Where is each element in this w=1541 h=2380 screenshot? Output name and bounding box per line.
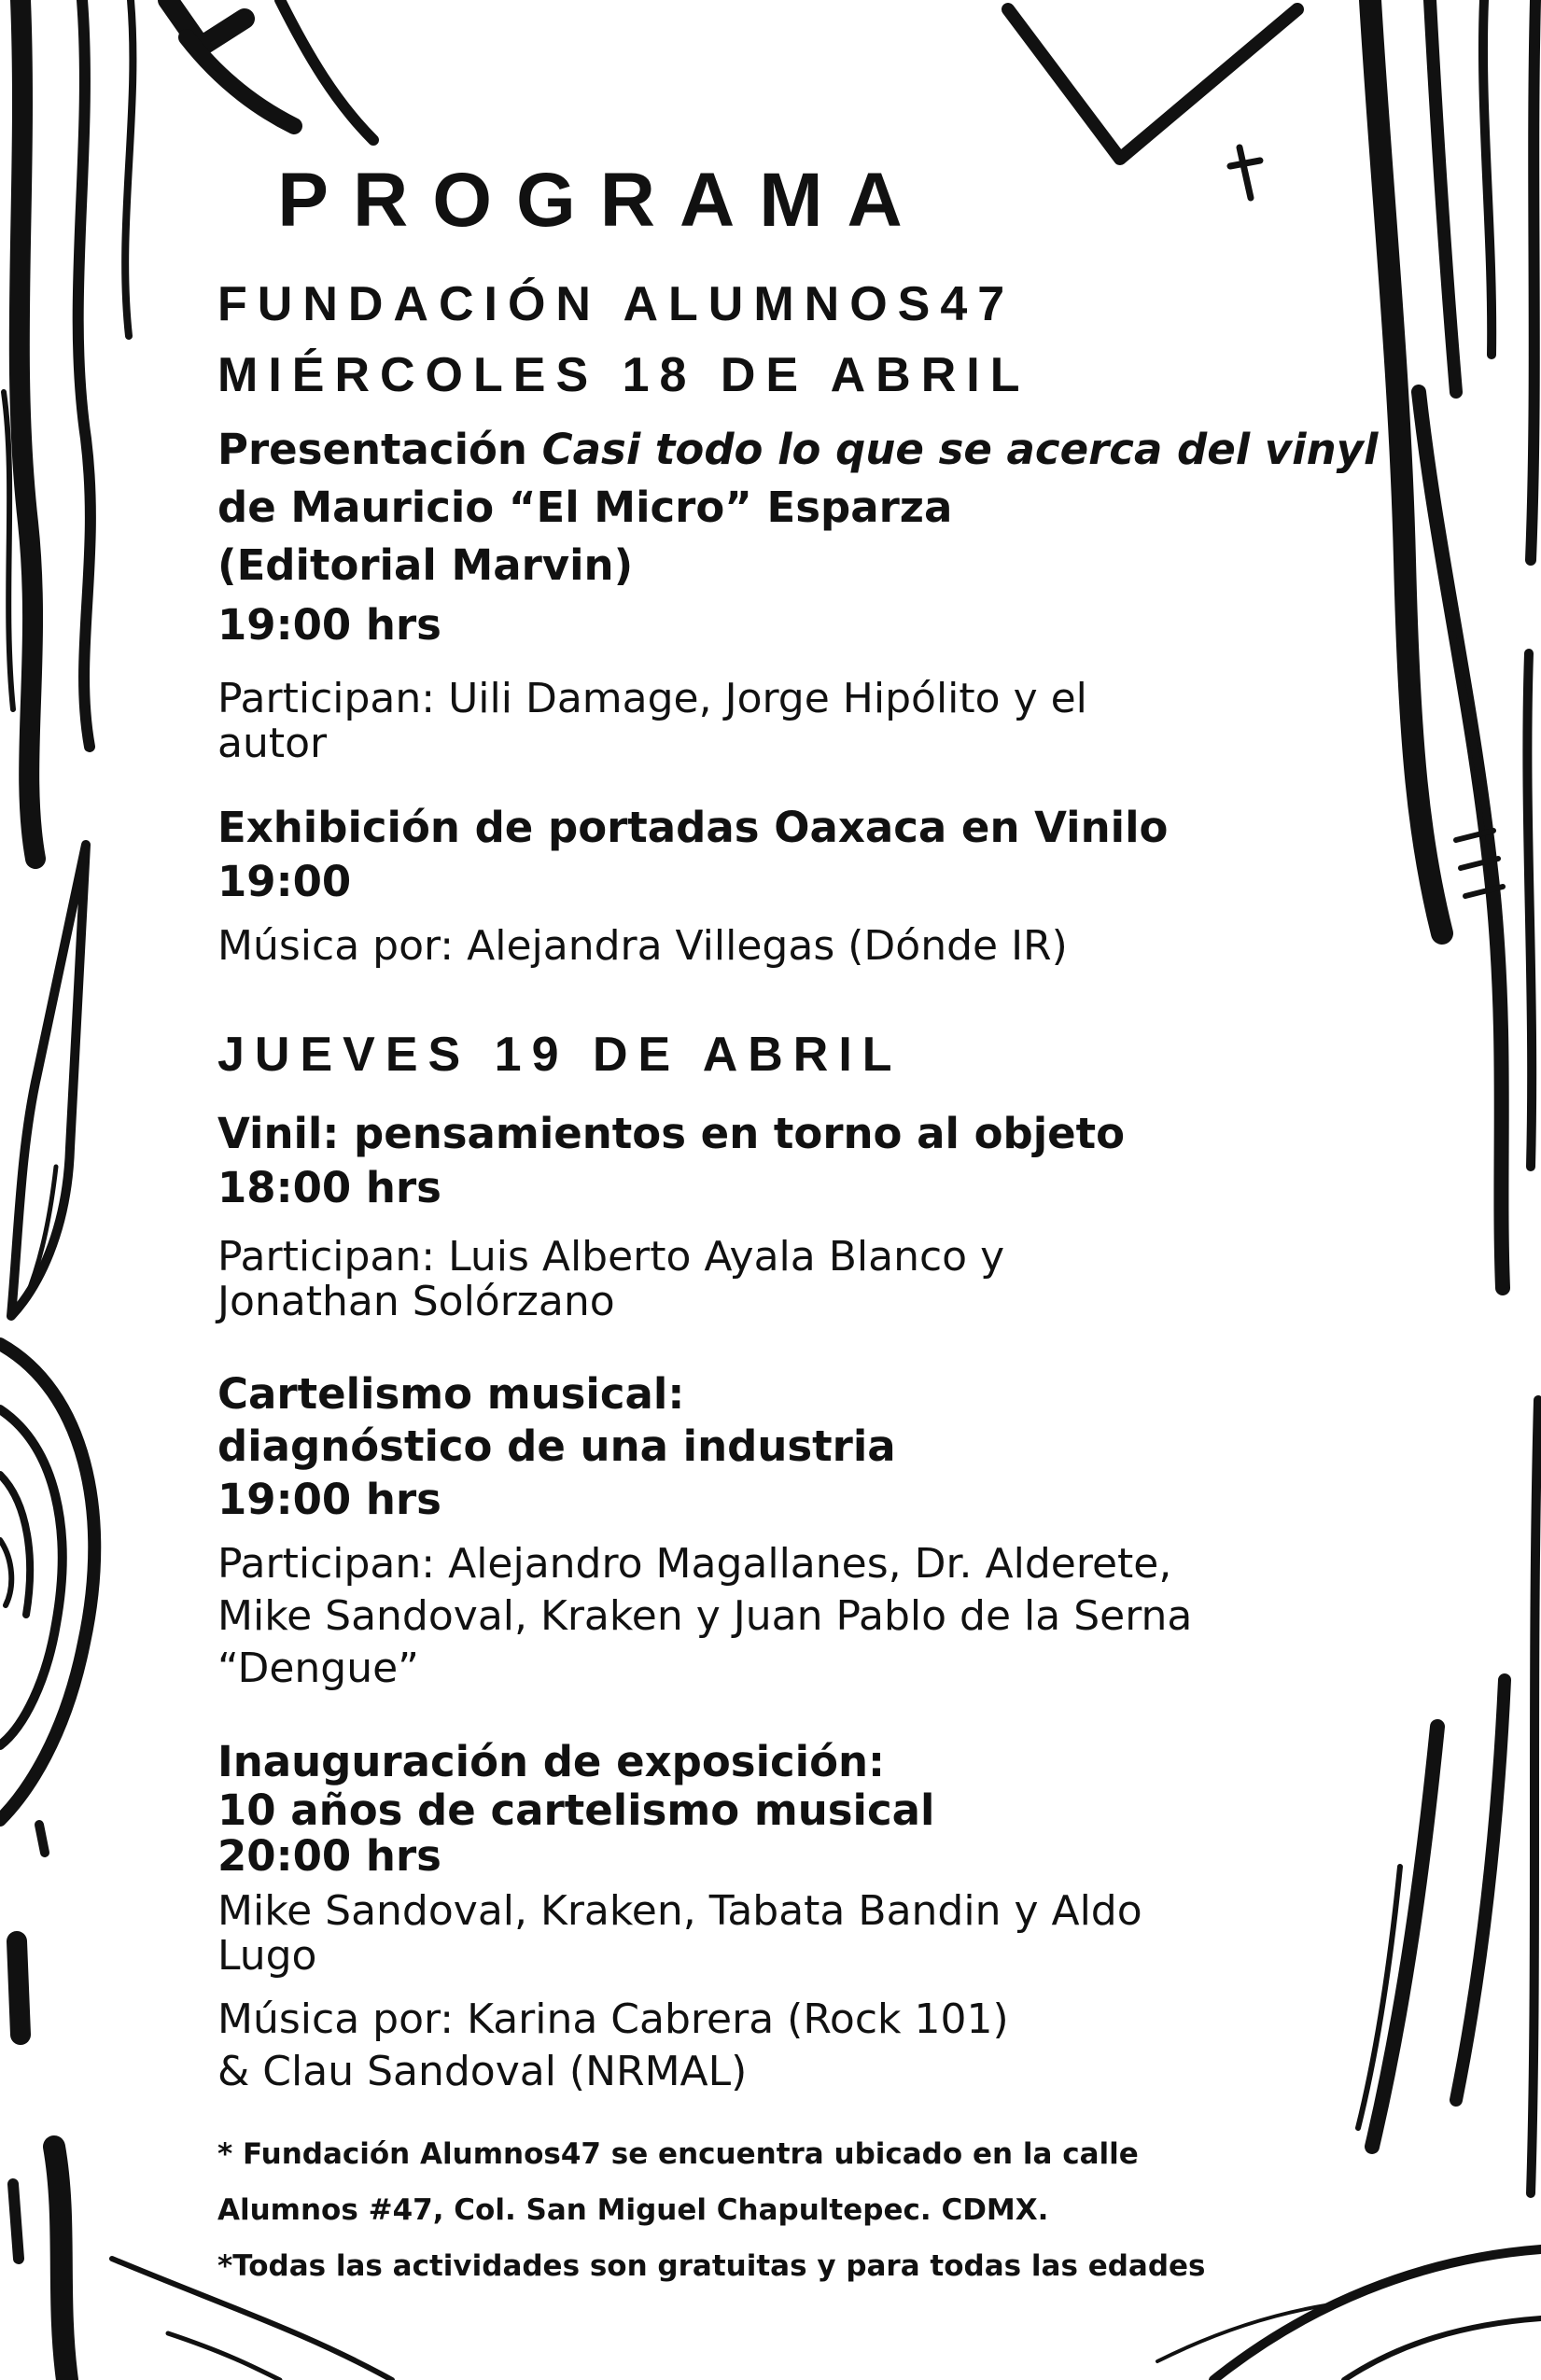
footnote-location-2: Alumnos #47, Col. San Miguel Chapultepec. CDMX. xyxy=(217,2193,1049,2227)
music-line: & Clau Sandoval (NRMAL) xyxy=(217,2048,748,2095)
event-cartelismo-title xyxy=(217,1368,896,1473)
right-stroke-7 xyxy=(1527,653,1532,1167)
left-mark-2 xyxy=(17,1941,21,2035)
top-right-x-2 xyxy=(1240,147,1251,198)
left-arc-4 xyxy=(0,1540,11,1605)
event-presentacion-time: 19:00 hrs xyxy=(217,600,441,650)
title-line: Inauguración de exposición: xyxy=(217,1737,886,1786)
participants-line: “Dengue” xyxy=(217,1645,419,1692)
participants-line: Lugo xyxy=(217,1932,317,1980)
participants-line: Mike Sandoval, Kraken y Juan Pablo de la Serna xyxy=(217,1592,1193,1640)
event-inauguracion-music xyxy=(217,1994,1009,2098)
top-left-chevron-2 xyxy=(187,37,294,126)
participants-line: Participan: Uili Damage, Jorge Hipólito y el xyxy=(217,675,1087,722)
event-cartelismo-participants xyxy=(217,1538,1192,1695)
right-stroke-4 xyxy=(1531,0,1535,560)
right-stroke-3 xyxy=(1483,0,1492,355)
left-mark-1 xyxy=(39,1825,45,1853)
event-exhibicion-time: 19:00 xyxy=(217,857,352,906)
footnote-location-1: * Fundación Alumnos47 se encuentra ubicado en la calle xyxy=(217,2137,1139,2171)
left-mark-4 xyxy=(13,2184,19,2259)
event-presentacion-author: de Mauricio “El Micro” Esparza xyxy=(217,483,953,532)
footnote-free-entry: *Todas las actividades son gratuitas y para todas las edades xyxy=(217,2249,1206,2283)
day1-date-heading: MIÉRCOLES 18 DE ABRIL xyxy=(217,348,1030,402)
left-stroke-2 xyxy=(78,0,91,747)
participants-line: autor xyxy=(217,720,328,767)
music-line: Música por: Karina Cabrera (Rock 101) xyxy=(217,1995,1009,2043)
title-line: Cartelismo musical: xyxy=(217,1369,685,1419)
event-presentacion-prefix: Presentación xyxy=(217,425,542,474)
top-right-v xyxy=(1008,9,1297,159)
event-inauguracion-title xyxy=(217,1738,934,1835)
right-stroke-2 xyxy=(1430,0,1456,392)
bottom-sweep-2 xyxy=(168,2333,280,2380)
left-mark-3 xyxy=(54,2147,67,2380)
event-inauguracion-participants xyxy=(217,1889,1142,1979)
event-exhibicion-title: Exhibición de portadas Oaxaca en Vinilo xyxy=(217,803,1169,852)
event-vinil-title: Vinil: pensamientos en torno al objeto xyxy=(217,1109,1126,1158)
event-inauguracion-time: 20:00 hrs xyxy=(217,1831,441,1881)
left-blade xyxy=(11,845,86,1316)
title-line: 10 años de cartelismo musical xyxy=(217,1785,935,1835)
event-vinil-participants xyxy=(217,1235,1004,1324)
event-presentacion-publisher: (Editorial Marvin) xyxy=(217,540,634,590)
right-stroke-11 xyxy=(1531,1400,1538,2193)
event-exhibicion-music: Música por: Alejandra Villegas (Dónde IR) xyxy=(217,922,1068,970)
event-vinil-time: 18:00 hrs xyxy=(217,1163,441,1212)
bottom-sweep-5 xyxy=(1344,2318,1541,2380)
venue-heading: FUNDACIÓN ALUMNOS47 xyxy=(217,277,1016,331)
participants-line: Mike Sandoval, Kraken, Tabata Bandin y Aldo xyxy=(217,1887,1142,1935)
book-title: Casi todo lo que se acerca del vinyl xyxy=(541,425,1379,474)
bottom-sweep-4 xyxy=(1157,2305,1325,2361)
right-stroke-9 xyxy=(1372,1727,1437,2147)
event-presentacion-title xyxy=(217,425,1378,475)
day2-date-heading: JUEVES 19 DE ABRIL xyxy=(217,1028,903,1082)
page-title: PROGRAMA xyxy=(277,158,927,243)
participants-line: Participan: Luis Alberto Ayala Blanco y xyxy=(217,1233,1005,1281)
participants-line: Jonathan Solórzano xyxy=(217,1278,615,1325)
participants-line: Participan: Alejandro Magallanes, Dr. Alderete, xyxy=(217,1540,1172,1588)
left-stroke-1 xyxy=(20,0,35,859)
right-stroke-6 xyxy=(1452,635,1490,840)
title-line: diagnóstico de una industria xyxy=(217,1421,896,1471)
event-presentacion-participants xyxy=(217,677,1087,766)
right-stroke-8 xyxy=(1456,1680,1505,2100)
event-cartelismo-time: 19:00 hrs xyxy=(217,1475,441,1524)
